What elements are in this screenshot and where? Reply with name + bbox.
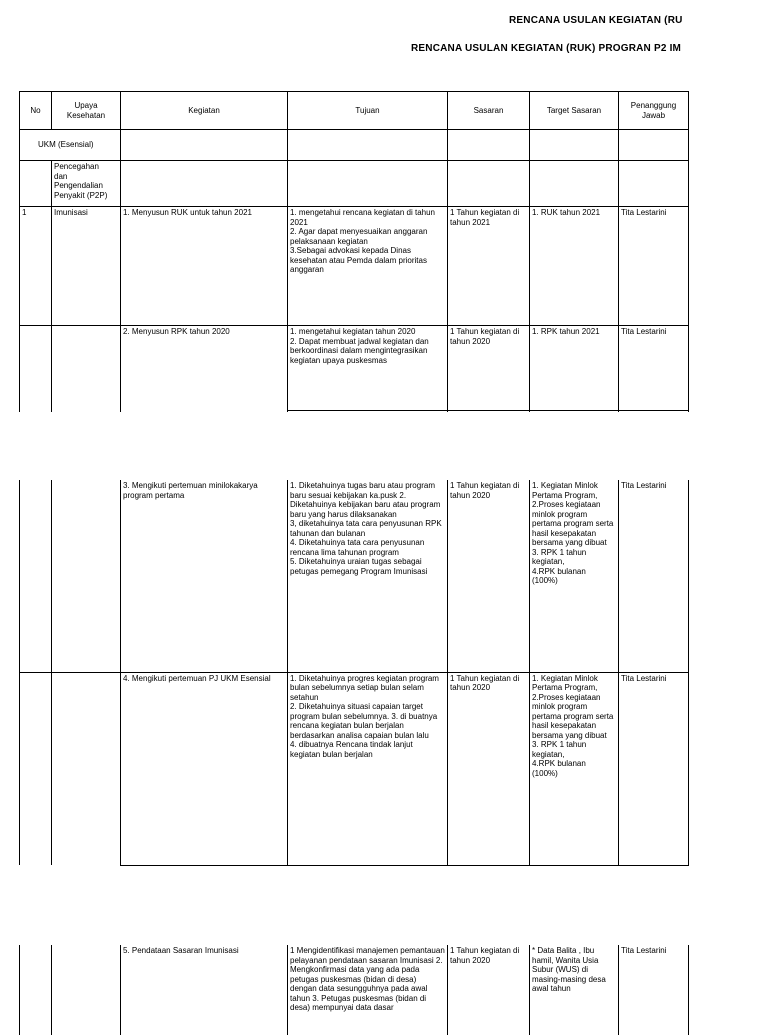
col-header-no: No <box>20 92 52 130</box>
row-target: * Data Balita , Ibu hamil, Wanita Usia Subur (WUS) di masing-masing desa awal tahun <box>530 945 619 1035</box>
section-row-ukm <box>20 130 689 161</box>
row-pj: Tita Lestarini <box>619 326 689 412</box>
table-row <box>20 945 689 1035</box>
section-ukm-label: UKM (Esensial) <box>20 130 121 161</box>
row-target: 1. RUK tahun 2021 <box>530 207 619 326</box>
row-sasaran: 1 Tahun kegiatan di tahun 2020 <box>448 945 530 1035</box>
row-target: 1. Kegiatan Minlok Pertama Program, 2.Proses kegiataan minlok program pertama program serta hasil kesepakatan bersama yang dibuat 3. RPK 1 tahun kegiatan, 4.RPK bulanan (100%) <box>530 480 619 672</box>
ruk-table-part-1 <box>19 91 689 412</box>
row-sasaran: 1 Tahun kegiatan di tahun 2020 <box>448 480 530 672</box>
row-divider <box>288 410 688 411</box>
table-row <box>20 207 689 326</box>
table-row <box>20 672 689 865</box>
row-pj: Tita Lestarini <box>619 672 689 865</box>
row-no: 1 <box>20 207 52 326</box>
row-kegiatan: 3. Mengikuti pertemuan minilokakarya program pertama <box>121 480 288 672</box>
section-p2p-label: Pencegahan dan Pengendalian Penyakit (P2P) <box>52 161 121 207</box>
row-tujuan: 1 Mengidentifikasi manajemen pemantauan pelayanan pendataan sasaran Imunisasi 2. Mengkonfirmasi data yang ada pada petugas puskesmas (bidan di desa) dengan data sesungguhnya pada awal tahun 3. Petugas puskesmas (bidan di desa) mempunyai data dasar <box>288 945 448 1035</box>
row-target: 1. Kegiatan Minlok Pertama Program, 2.Proses kegiataan minlok program pertama program serta hasil kesepakatan bersama yang dibuat 3. RPK 1 tahun kegiatan, 4.RPK bulanan (100%) <box>530 672 619 865</box>
row-tujuan: 1. Diketahuinya progres kegiatan program bulan sebelumnya setiap bulan selam setahun 2. Diketahuinya situasi capaian target program bulan sebelumnya. 3. di buatnya rencana kegiatan bulan berjalan berdasarkan analisa capaian bulan lalu 4. dibuatnya Rencana tindak lanjut kegiatan bulan berjalan <box>288 672 448 865</box>
row-pj: Tita Lestarini <box>619 480 689 672</box>
row-target: 1. RPK tahun 2021 <box>530 326 619 412</box>
table-row <box>20 480 689 672</box>
col-header-upaya: Upaya Kesehatan <box>52 92 121 130</box>
row-tujuan: 1. mengetahui rencana kegiatan di tahun 2021 2. Agar dapat menyesuaikan anggaran pelaksanaan kegiatan 3.Sebagai advokasi kepada Dinas kesehatan atau Pemda dalam prioritas anggaran <box>288 207 448 326</box>
section-row-p2p <box>20 161 689 207</box>
row-kegiatan: 4. Mengikuti pertemuan PJ UKM Esensial <box>121 672 288 865</box>
row-tujuan: 1. Diketahuinya tugas baru atau program baru sesuai kebijakan ka.pusk 2. Diketahuinya kebijakan baru atau program baru yang harus dilaksanakan 3, diketahuinya tata cara penyusunan RPK tahunan dan bulanan 4. Diketahuinya tata cara penyusunan rencana lima tahunan program 5. Diketahuinya uraian tugas sebagai petugas pemegang Program Imunisasi <box>288 480 448 672</box>
row-tujuan: 1. mengetahui kegiatan tahun 2020 2. Dapat membuat jadwal kegiatan dan berkoordinasi dalam mengintegrasikan kegiatan upaya puskesmas <box>288 326 448 412</box>
row-pj: Tita Lestarini <box>619 945 689 1035</box>
col-header-pj: Penanggung Jawab <box>619 92 689 130</box>
ruk-table-part-2 <box>19 480 689 866</box>
col-header-target: Target Sasaran <box>530 92 619 130</box>
col-header-kegiatan: Kegiatan <box>121 92 288 130</box>
col-header-sasaran: Sasaran <box>448 92 530 130</box>
row-sasaran: 1 Tahun kegiatan di tahun 2021 <box>448 207 530 326</box>
document-title-2: RENCANA USULAN KEGIATAN (RUK) PROGRAN P2 IM <box>411 43 682 54</box>
row-kegiatan: 5. Pendataan Sasaran Imunisasi <box>121 945 288 1035</box>
row-kegiatan: 1. Menyusun RUK untuk tahun 2021 <box>121 207 288 326</box>
row-pj: Tita Lestarini <box>619 207 689 326</box>
row-kegiatan: 2. Menyusun RPK tahun 2020 <box>121 326 288 412</box>
table-header-row <box>20 92 689 130</box>
col-header-tujuan: Tujuan <box>288 92 448 130</box>
row-upaya: Imunisasi <box>52 207 121 326</box>
row-sasaran: 1 Tahun kegiatan di tahun 2020 <box>448 326 530 412</box>
ruk-table-part-3 <box>19 945 689 1035</box>
document-title-1: RENCANA USULAN KEGIATAN (RU <box>509 15 683 26</box>
row-sasaran: 1 Tahun kegiatan di tahun 2020 <box>448 672 530 865</box>
table-row <box>20 326 689 412</box>
